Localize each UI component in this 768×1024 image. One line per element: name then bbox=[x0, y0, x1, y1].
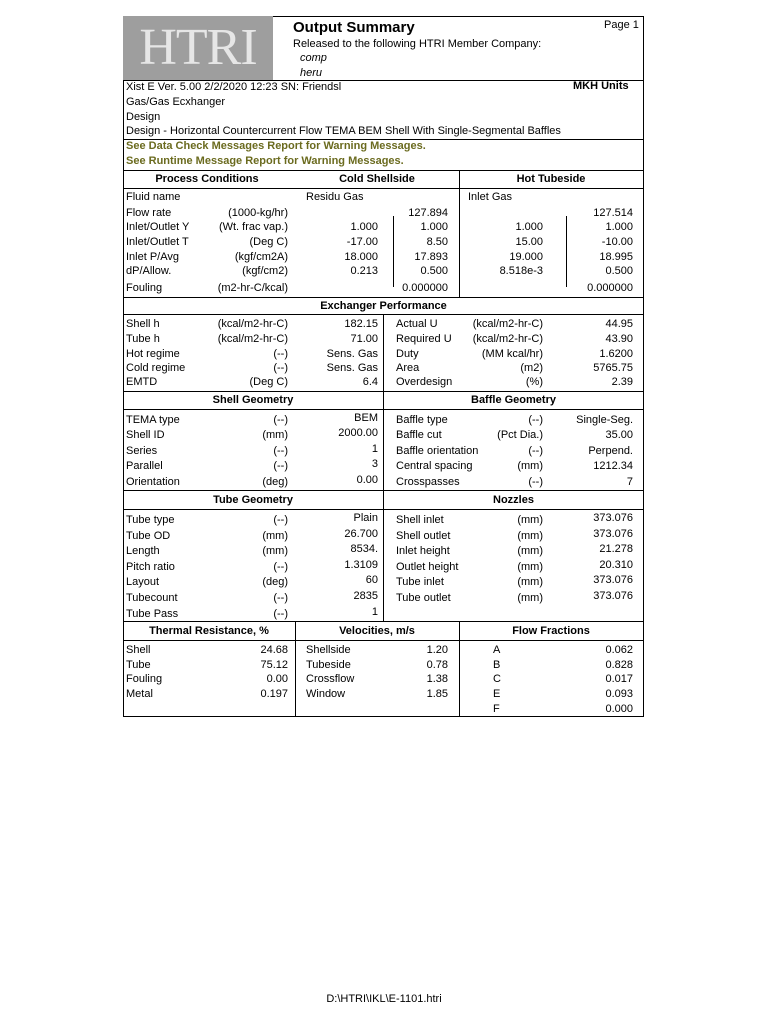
velocities-heading: Velocities, m/s bbox=[339, 625, 415, 637]
perf-unit: (MM kcal/hr) bbox=[481, 348, 543, 360]
perf-unit: (m2) bbox=[520, 362, 543, 374]
tube-value-out: 18.995 bbox=[599, 251, 633, 263]
tube-geometry-value: Plain bbox=[353, 512, 378, 524]
shell-value-out: 127.894 bbox=[408, 207, 448, 219]
thermal-resistance-label: Fouling bbox=[126, 673, 163, 685]
divider bbox=[123, 170, 644, 171]
shell-value-out: 1.000 bbox=[420, 221, 448, 233]
velocity-label: Shellside bbox=[306, 644, 351, 656]
baffle-geometry-label: Baffle cut bbox=[396, 429, 442, 441]
htri-logo: HTRI bbox=[123, 16, 273, 80]
process-label: Flow rate bbox=[126, 207, 172, 219]
nozzle-label: Shell outlet bbox=[396, 530, 451, 542]
perf-value: 1.6200 bbox=[599, 348, 633, 360]
warning-data-check[interactable]: See Data Check Messages Report for Warning Messages. bbox=[126, 140, 426, 152]
perf-unit: (kcal/m2-hr-C) bbox=[472, 318, 543, 330]
tube-value-out: -10.00 bbox=[601, 236, 633, 248]
thermal-resistance-value: 75.12 bbox=[260, 659, 288, 671]
border-left bbox=[123, 16, 124, 717]
shell-geometry-label: Orientation bbox=[126, 476, 180, 488]
tube-geometry-label: Tube OD bbox=[126, 530, 171, 542]
tube-value-in: 8.518e-3 bbox=[499, 265, 543, 277]
baffle-geometry-label: Baffle orientation bbox=[396, 445, 479, 457]
velocity-value: 1.38 bbox=[426, 673, 448, 685]
nozzle-value: 373.076 bbox=[593, 528, 633, 540]
tube-geometry-unit: (mm) bbox=[262, 545, 288, 557]
perf-value: 2.39 bbox=[611, 376, 633, 388]
exchanger-performance-heading: Exchanger Performance bbox=[320, 300, 447, 312]
thermal-resistance-label: Tube bbox=[126, 659, 151, 671]
baffle-geometry-value: Perpend. bbox=[588, 445, 633, 457]
flow-fraction-label: A bbox=[493, 644, 501, 656]
flow-fraction-value: 0.828 bbox=[605, 659, 633, 671]
process-unit: (1000-kg/hr) bbox=[228, 207, 288, 219]
tube-geometry-value: 1.3109 bbox=[344, 559, 378, 571]
perf-label: Hot regime bbox=[126, 348, 180, 360]
flow-fraction-value: 0.062 bbox=[605, 644, 633, 656]
description: Design - Horizontal Countercurrent Flow TEMA BEM Shell With Single-Segmental Baffles bbox=[126, 125, 561, 137]
perf-label: Overdesign bbox=[396, 376, 453, 388]
tube-geometry-label: Tube Pass bbox=[126, 608, 179, 620]
baffle-geometry-unit: (--) bbox=[528, 445, 543, 457]
shell-value-in: -17.00 bbox=[346, 236, 378, 248]
process-unit: (m2-hr-C/kcal) bbox=[217, 282, 288, 294]
shell-geometry-heading: Shell Geometry bbox=[212, 394, 294, 406]
hot-tubeside-heading: Hot Tubeside bbox=[516, 173, 586, 185]
shell-geometry-value: 0.00 bbox=[356, 474, 378, 486]
shell-geometry-unit: (--) bbox=[273, 414, 288, 426]
nozzle-unit: (mm) bbox=[517, 530, 543, 542]
perf-value: 71.00 bbox=[350, 333, 378, 345]
shell-value-out: 17.893 bbox=[414, 251, 448, 263]
user-name: heru bbox=[300, 67, 323, 79]
shell-value-in: 18.000 bbox=[344, 251, 378, 263]
tube-geometry-value: 60 bbox=[365, 574, 378, 586]
thermal-resistance-value: 0.00 bbox=[266, 673, 288, 685]
baffle-geometry-unit: (mm) bbox=[517, 460, 543, 472]
shell-geometry-value: 2000.00 bbox=[338, 427, 378, 439]
process-conditions-heading: Process Conditions bbox=[155, 173, 259, 185]
tube-value-out: 0.000000 bbox=[587, 282, 633, 294]
nozzle-label: Tube outlet bbox=[396, 592, 451, 604]
shell-geometry-unit: (mm) bbox=[262, 429, 288, 441]
tube-geometry-label: Layout bbox=[126, 576, 160, 588]
column-divider bbox=[383, 490, 384, 622]
flow-fraction-label: E bbox=[493, 688, 501, 700]
nozzle-value: 20.310 bbox=[599, 559, 633, 571]
divider bbox=[123, 640, 644, 641]
flow-fractions-heading: Flow Fractions bbox=[512, 625, 590, 637]
baffle-geometry-label: Crosspasses bbox=[396, 476, 460, 488]
tube-geometry-unit: (--) bbox=[273, 514, 288, 526]
baffle-geometry-unit: (--) bbox=[528, 476, 543, 488]
tube-geometry-label: Pitch ratio bbox=[126, 561, 175, 573]
tube-geometry-value: 1 bbox=[371, 606, 378, 618]
process-label: Inlet/Outlet T bbox=[126, 236, 189, 248]
perf-label: Shell h bbox=[126, 318, 160, 330]
perf-label: Cold regime bbox=[126, 362, 186, 374]
process-unit: (Deg C) bbox=[249, 236, 288, 248]
process-label: dP/Allow. bbox=[126, 265, 172, 277]
divider bbox=[123, 188, 644, 189]
perf-value: 182.15 bbox=[344, 318, 378, 330]
shell-geometry-unit: (--) bbox=[273, 460, 288, 472]
warning-runtime[interactable]: See Runtime Message Report for Warning Messages. bbox=[126, 155, 404, 167]
nozzle-value: 21.278 bbox=[599, 543, 633, 555]
perf-value: Sens. Gas bbox=[326, 362, 378, 374]
version-line: Xist E Ver. 5.00 2/2/2020 12:23 SN: Friendsl bbox=[126, 81, 342, 93]
baffle-geometry-unit: (Pct Dia.) bbox=[497, 429, 543, 441]
flow-fraction-label: C bbox=[493, 673, 501, 685]
column-divider bbox=[295, 621, 296, 717]
page-title: Output Summary bbox=[293, 19, 415, 36]
velocity-label: Window bbox=[306, 688, 346, 700]
units-label: MKH Units bbox=[573, 80, 629, 92]
baffle-geometry-value: Single-Seg. bbox=[576, 414, 633, 426]
flow-fraction-label: F bbox=[493, 703, 500, 715]
divider bbox=[123, 297, 644, 298]
released-text: Released to the following HTRI Member Company: bbox=[293, 38, 542, 50]
nozzle-label: Tube inlet bbox=[396, 576, 444, 588]
tube-geometry-heading: Tube Geometry bbox=[213, 494, 293, 506]
nozzle-value: 373.076 bbox=[593, 512, 633, 524]
baffle-geometry-value: 1212.34 bbox=[593, 460, 633, 472]
tube-geometry-label: Tubecount bbox=[126, 592, 178, 604]
perf-label: EMTD bbox=[126, 376, 158, 388]
output-summary-sheet bbox=[123, 16, 644, 717]
perf-unit: (kcal/m2-hr-C) bbox=[217, 333, 288, 345]
tube-geometry-label: Tube type bbox=[126, 514, 175, 526]
shell-geometry-unit: (deg) bbox=[262, 476, 288, 488]
tube-value-in: 15.00 bbox=[515, 236, 543, 248]
divider bbox=[123, 621, 644, 622]
perf-label: Actual U bbox=[396, 318, 438, 330]
process-label: Fluid name bbox=[126, 191, 181, 203]
tube-geometry-unit: (--) bbox=[273, 608, 288, 620]
baffle-geometry-unit: (--) bbox=[528, 414, 543, 426]
perf-unit: (--) bbox=[273, 362, 288, 374]
nozzle-unit: (mm) bbox=[517, 561, 543, 573]
perf-value: 6.4 bbox=[362, 376, 378, 388]
flow-fraction-value: 0.093 bbox=[605, 688, 633, 700]
velocity-value: 0.78 bbox=[426, 659, 448, 671]
flow-fraction-value: 0.017 bbox=[605, 673, 633, 685]
file-path-footer: D:\HTRI\IKL\E-1101.htri bbox=[326, 993, 442, 1005]
tube-value-out: 0.500 bbox=[605, 265, 633, 277]
shell-geometry-label: Shell ID bbox=[126, 429, 165, 441]
tube-geometry-value: 2835 bbox=[353, 590, 378, 602]
nozzle-unit: (mm) bbox=[517, 576, 543, 588]
shell-value-in: 0.213 bbox=[350, 265, 378, 277]
column-divider bbox=[383, 391, 384, 490]
tube-fluid-name: Inlet Gas bbox=[468, 191, 513, 203]
tube-value-out: 127.514 bbox=[593, 207, 633, 219]
tube-value-out: 1.000 bbox=[605, 221, 633, 233]
tube-geometry-label: Length bbox=[126, 545, 160, 557]
thermal-resistance-heading: Thermal Resistance, % bbox=[149, 625, 269, 637]
shell-geometry-value: 3 bbox=[371, 458, 378, 470]
velocity-value: 1.20 bbox=[426, 644, 448, 656]
nozzle-unit: (mm) bbox=[517, 545, 543, 557]
border-bottom bbox=[123, 716, 644, 717]
shell-geometry-label: Series bbox=[126, 445, 158, 457]
baffle-geometry-label: Central spacing bbox=[396, 460, 473, 472]
thermal-resistance-label: Metal bbox=[126, 688, 153, 700]
cold-shellside-heading: Cold Shellside bbox=[339, 173, 415, 185]
column-divider bbox=[459, 621, 460, 717]
shell-value-out: 0.500 bbox=[420, 265, 448, 277]
nozzle-value: 373.076 bbox=[593, 590, 633, 602]
shell-fluid-name: Residu Gas bbox=[306, 191, 364, 203]
tube-geometry-value: 8534. bbox=[350, 543, 378, 555]
perf-label: Tube h bbox=[126, 333, 160, 345]
perf-unit: (%) bbox=[525, 376, 543, 388]
nozzle-value: 373.076 bbox=[593, 574, 633, 586]
process-label: Fouling bbox=[126, 282, 163, 294]
process-label: Inlet P/Avg bbox=[126, 251, 179, 263]
shell-value-out: 0.000000 bbox=[402, 282, 448, 294]
tube-geometry-value: 26.700 bbox=[344, 528, 378, 540]
velocity-label: Tubeside bbox=[306, 659, 351, 671]
thermal-resistance-label: Shell bbox=[126, 644, 151, 656]
perf-value: 44.95 bbox=[605, 318, 633, 330]
flow-fraction-value: 0.000 bbox=[605, 703, 633, 715]
tube-value-in: 1.000 bbox=[515, 221, 543, 233]
process-unit: (Wt. frac vap.) bbox=[218, 221, 288, 233]
column-divider bbox=[459, 170, 460, 297]
perf-unit: (Deg C) bbox=[249, 376, 288, 388]
perf-value: Sens. Gas bbox=[326, 348, 378, 360]
tube-geometry-unit: (mm) bbox=[262, 530, 288, 542]
perf-unit: (--) bbox=[273, 348, 288, 360]
nozzle-label: Shell inlet bbox=[396, 514, 444, 526]
page-number: Page 1 bbox=[604, 19, 639, 31]
process-unit: (kgf/cm2) bbox=[242, 265, 288, 277]
shell-value-out: 8.50 bbox=[426, 236, 448, 248]
tube-geometry-unit: (--) bbox=[273, 592, 288, 604]
perf-label: Required U bbox=[396, 333, 452, 345]
perf-label: Duty bbox=[396, 348, 419, 360]
nozzle-unit: (mm) bbox=[517, 592, 543, 604]
shell-value-in: 1.000 bbox=[350, 221, 378, 233]
mode-label: Design bbox=[126, 111, 161, 123]
shell-geometry-value: BEM bbox=[354, 412, 378, 424]
process-label: Inlet/Outlet Y bbox=[126, 221, 190, 233]
shell-geometry-label: Parallel bbox=[126, 460, 163, 472]
velocity-value: 1.85 bbox=[426, 688, 448, 700]
company-name: comp bbox=[300, 52, 327, 64]
nozzle-unit: (mm) bbox=[517, 514, 543, 526]
exchanger-name: Gas/Gas Ecxhanger bbox=[126, 96, 226, 108]
perf-unit: (kcal/m2-hr-C) bbox=[472, 333, 543, 345]
shell-geometry-value: 1 bbox=[371, 443, 378, 455]
thermal-resistance-value: 24.68 bbox=[260, 644, 288, 656]
perf-label: Area bbox=[396, 362, 420, 374]
process-unit: (kgf/cm2A) bbox=[234, 251, 288, 263]
tube-geometry-unit: (deg) bbox=[262, 576, 288, 588]
baffle-geometry-label: Baffle type bbox=[396, 414, 448, 426]
nozzle-label: Outlet height bbox=[396, 561, 459, 573]
border-right bbox=[643, 16, 644, 717]
shell-geometry-label: TEMA type bbox=[126, 414, 180, 426]
baffle-geometry-value: 7 bbox=[626, 476, 633, 488]
baffle-geometry-value: 35.00 bbox=[605, 429, 633, 441]
shell-geometry-unit: (--) bbox=[273, 445, 288, 457]
tube-geometry-unit: (--) bbox=[273, 561, 288, 573]
nozzles-heading: Nozzles bbox=[493, 494, 534, 506]
flow-fraction-label: B bbox=[493, 659, 501, 671]
nozzle-label: Inlet height bbox=[396, 545, 450, 557]
perf-value: 5765.75 bbox=[593, 362, 633, 374]
velocity-label: Crossflow bbox=[306, 673, 355, 685]
tube-value-in: 19.000 bbox=[509, 251, 543, 263]
baffle-geometry-heading: Baffle Geometry bbox=[471, 394, 556, 406]
column-divider bbox=[383, 314, 384, 391]
perf-value: 43.90 bbox=[605, 333, 633, 345]
perf-unit: (kcal/m2-hr-C) bbox=[217, 318, 288, 330]
thermal-resistance-value: 0.197 bbox=[260, 688, 288, 700]
